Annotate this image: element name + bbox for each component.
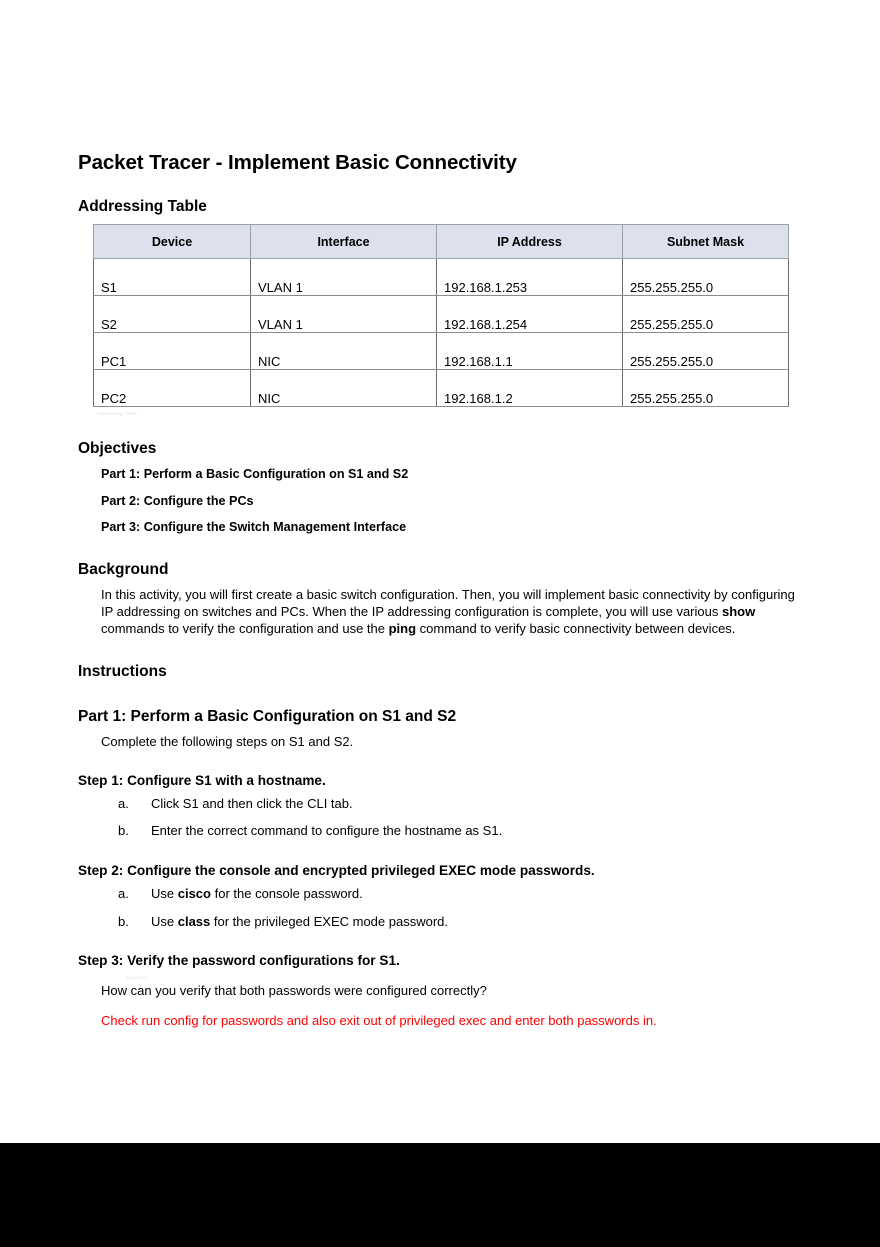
cell-subnet-mask: 255.255.255.0 [623,296,789,333]
list-item [118,796,802,812]
step1-heading: Step 1: Configure S1 with a hostname. [78,772,326,788]
list-item-bold-class: class [177,913,211,929]
column-header-subnet-mask: Subnet Mask [623,225,789,259]
column-header-device: Device [94,225,251,259]
cell-subnet-mask: 255.255.255.0 [623,259,789,296]
addressing-table-heading: Addressing Table [78,197,207,215]
table-row [94,370,789,407]
part1-heading: Part 1: Perform a Basic Configuration on S1 and S2 [78,708,457,726]
list-item-text: Enter the correct command to configure the hostname as S1. [151,823,503,839]
cell-subnet-mask: 255.255.255.0 [623,370,789,407]
background-paragraph [101,587,801,637]
list-item [118,914,802,930]
cell-interface: NIC [251,333,437,370]
cell-ip-address: 192.168.1.1 [437,333,623,370]
document-title: Packet Tracer - Implement Basic Connectivity [78,151,517,174]
column-header-ip-address: IP Address [437,225,623,259]
list-item-prefix: Use [151,886,178,902]
addressing-table-wrapper [93,224,788,420]
background-bold-ping: ping [388,620,417,636]
document-content [78,152,802,1030]
list-item [118,823,802,839]
cell-interface: NIC [251,370,437,407]
step3-question: How can you verify that both passwords were configured correctly? [101,983,487,999]
objective-item-part1: Part 1: Perform a Basic Configuration on S1 and S2 [101,467,409,482]
objective-item-part2: Part 2: Configure the PCs [101,493,254,508]
step3-answer: Check run config for passwords and also exit out of privileged exec and enter both passwords in. [101,1013,657,1029]
cell-interface: VLAN 1 [251,296,437,333]
part1-intro: Complete the following steps on S1 and S2. [101,733,354,749]
list-item-text: Click S1 and then click the CLI tab. [151,796,353,812]
question-tag-label: Question: [126,976,149,981]
background-text-3: command to verify basic connectivity between devices. [416,620,736,636]
cell-ip-address: 192.168.1.254 [437,296,623,333]
objectives-heading: Objectives [78,440,157,458]
step1-list [78,796,802,840]
list-item-suffix: for the console password. [210,886,363,902]
list-marker: a. [118,796,129,812]
cell-ip-address: 192.168.1.253 [437,259,623,296]
list-marker: b. [118,913,129,929]
column-header-interface: Interface [251,225,437,259]
cell-device: PC1 [94,333,251,370]
list-item-suffix: for the privileged EXEC mode password. [210,913,449,929]
background-text-1: In this activity, you will first create a basic switch configuration. Then, you will implement basic connectivity by configuring IP addressing on switches and PCs. When the IP addressing configuration is complete, you will use various [101,587,795,620]
table-row [94,333,789,370]
step2-heading: Step 2: Configure the console and encrypted privileged EXEC mode passwords. [78,862,595,878]
step2-list [78,886,802,930]
table-header-row [94,225,789,259]
cell-device: S1 [94,259,251,296]
background-bold-show: show [721,604,756,620]
objective-item-part3: Part 3: Configure the Switch Management Interface [101,520,407,535]
list-marker: a. [118,886,129,902]
cell-interface: VLAN 1 [251,259,437,296]
list-item-prefix: Use [151,913,178,929]
addressing-table [93,224,789,407]
background-heading: Background [78,560,169,578]
list-marker: b. [118,823,129,839]
bottom-black-band [0,1143,880,1247]
list-item [118,886,802,902]
addressing-table-caption: Addressing Table [97,412,137,417]
step3-heading: Step 3: Verify the password configurations for S1. [78,952,400,968]
instructions-heading: Instructions [78,663,167,681]
cell-ip-address: 192.168.1.2 [437,370,623,407]
objectives-list [101,467,802,534]
cell-subnet-mask: 255.255.255.0 [623,333,789,370]
cell-device: PC2 [94,370,251,407]
list-item-bold-cisco: cisco [177,886,211,902]
background-text-2: commands to verify the configuration and use the [101,620,389,636]
cell-device: S2 [94,296,251,333]
table-row [94,259,789,296]
table-row [94,296,789,333]
